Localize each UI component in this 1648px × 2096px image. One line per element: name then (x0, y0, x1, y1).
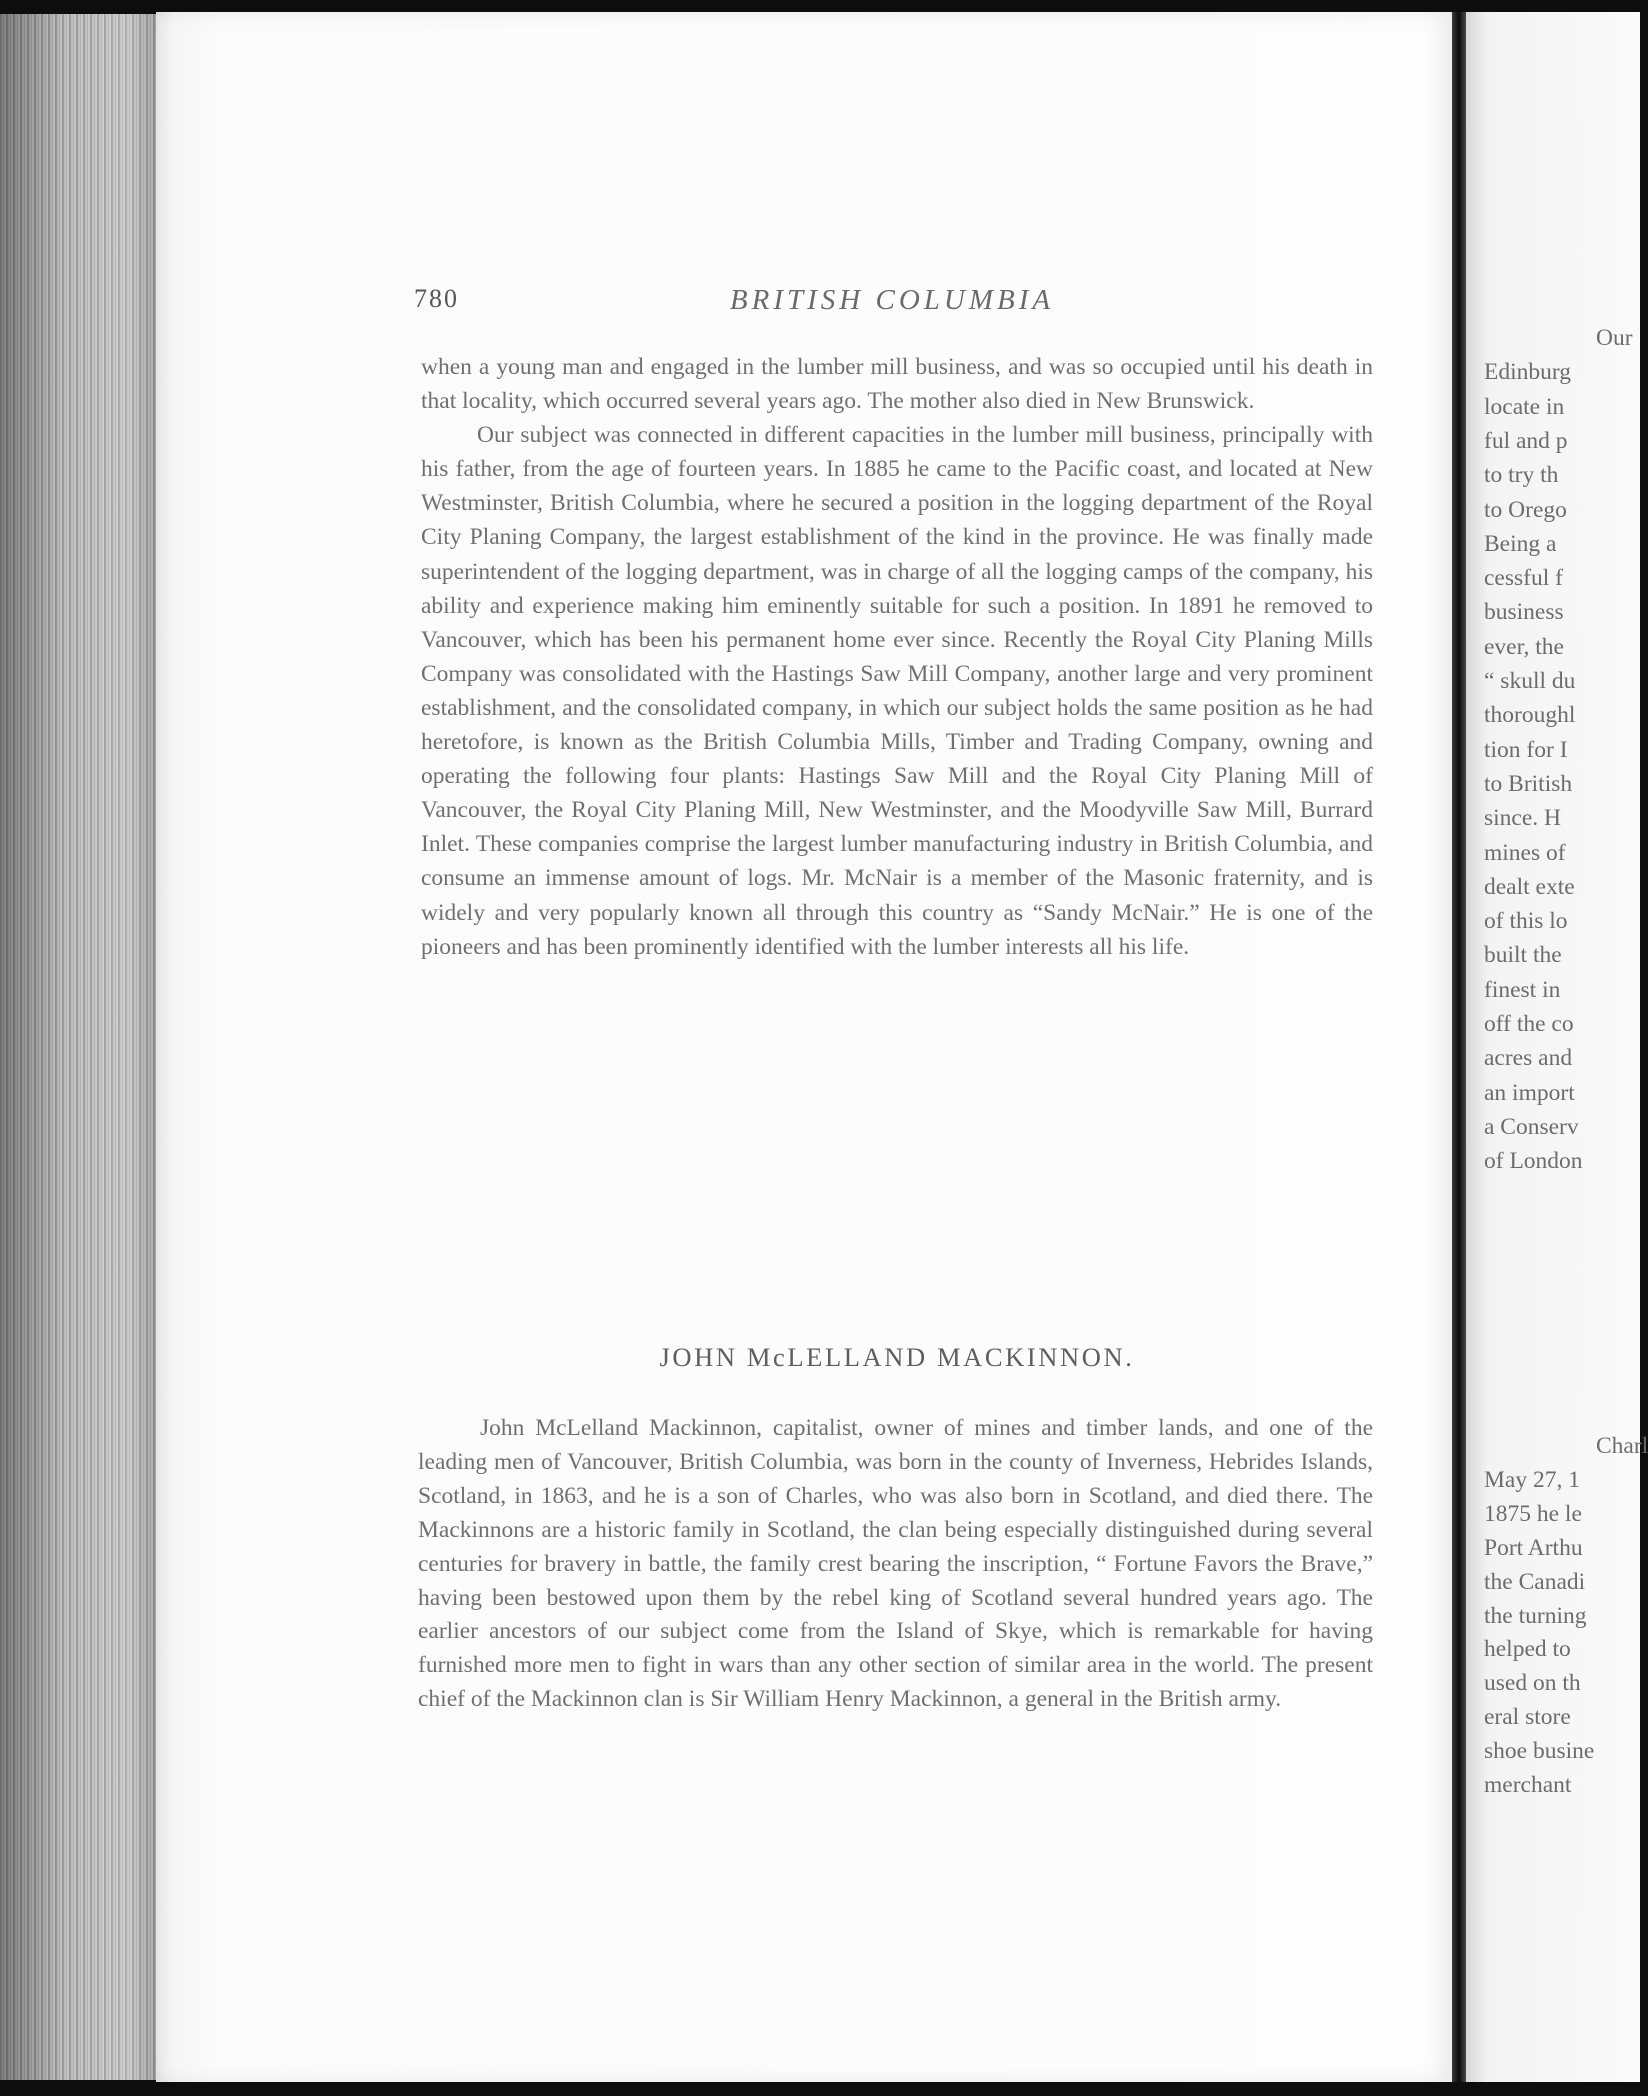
facing-page-line: Port Arthu (1484, 1534, 1583, 1561)
section-heading: JOHN McLELLAND MACKINNON. (659, 1342, 1135, 1372)
facing-page-line: built the (1484, 942, 1562, 969)
facing-page-line: tion for I (1484, 736, 1568, 763)
page-number: 780 (414, 284, 459, 313)
facing-page-line: helped to (1484, 1636, 1571, 1663)
facing-page-line: locate in (1484, 393, 1565, 420)
running-head (414, 284, 1370, 324)
facing-page-line: business (1484, 599, 1564, 626)
body-text (421, 350, 1373, 964)
facing-page-line: to Orego (1484, 496, 1567, 523)
facing-page-line: off the co (1484, 1011, 1574, 1037)
facing-page-line: the Canadi (1484, 1568, 1586, 1595)
facing-page-line: ever, the (1484, 633, 1564, 660)
facing-page-line: to try th (1484, 462, 1559, 489)
facing-page-line: used on th (1484, 1670, 1581, 1697)
page-edges-shading (0, 14, 160, 2080)
facing-page-line: mines of (1484, 839, 1566, 866)
facing-page-line: finest in (1484, 976, 1561, 1003)
facing-page-line: Edinburg (1484, 359, 1572, 386)
facing-page-line: Charl (1596, 1433, 1648, 1459)
paragraph-continuation: when a young man and engaged in the lumber mill business, and was so occupied until his death in that locality, which occurred several years ago. The mother also died in New Brunswick. (421, 354, 1373, 415)
facing-page-line: 1875 he le (1484, 1500, 1582, 1527)
book-gutter (1452, 12, 1466, 2082)
facing-page-line: acres and (1484, 1045, 1573, 1072)
facing-page-line: of this lo (1484, 908, 1568, 935)
facing-page-line: an import (1484, 1079, 1575, 1106)
facing-page-line: Our (1596, 325, 1633, 351)
facing-page-line: dealt exte (1484, 873, 1575, 900)
facing-page-line: cessful f (1484, 565, 1563, 592)
facing-page-line: to British (1484, 770, 1573, 797)
facing-page-line: thoroughl (1484, 702, 1576, 729)
facing-page-line: Being a (1484, 530, 1557, 557)
facing-page-line: merchant (1484, 1772, 1572, 1798)
running-title: BRITISH COLUMBIA (729, 284, 1055, 316)
paragraph-mcnair-career: Our subject was connected in different capacities in the lumber mill business, principally with his father, from the age of fourteen years. In 1885 he came to the Pacific coast, and located at New Westminster, British Columbia, where he secured a position in the logging department of the Royal City Planing Company, the largest establishment of the kind in the province. He was finally made superintendent of the logging department, was in charge of all the logging camps of the company, his ability and experience making him eminently suitable for such a position. In 1891 he removed to Vancouver, which has been his permanent home ever since. Recently the Royal City Planing Mills Company was consolidated with the Hastings Saw Mill Company, another large and very prominent establishment, and the consolidated company, in which our subject holds the same position as he had heretofore, is known as the British Columbia Mills, Timber and Trading Company, owning and operating the following four plants: Hastings Saw Mill and the Royal City Planing Mill of Vancouver, the Royal City Planing Mill, New Westminster, and the Moodyville Saw Mill, Burrard Inlet. These companies comprise the largest lumber manufacturing industry in British Columbia, and consume an immense amount of logs. Mr. McNair is a member of the Masonic fraternity, and is widely and very popularly known all through this country as “Sandy McNair.” He is one of the pioneers and has been prominently identified with the lumber interests all his life. (421, 422, 1373, 960)
facing-page-line: the turning (1484, 1602, 1587, 1629)
facing-page-line: of London (1484, 1148, 1583, 1175)
facing-page-line: May 27, 1 (1484, 1466, 1580, 1493)
facing-page-line: ful and p (1484, 427, 1568, 454)
facing-page-line: a Conserv (1484, 1113, 1579, 1140)
facing-page-text (1484, 0, 1648, 2070)
section-text (418, 1412, 1373, 1717)
facing-page-line: eral store (1484, 1704, 1571, 1731)
paragraph-mackinnon-bio: John McLelland Mackinnon, capitalist, owner of mines and timber lands, and one of the leading men of Vancouver, British Columbia, was born in the county of Inverness, Hebrides Islands, Scotland, in 1863, and he is a son of Charles, who was also born in Scotland, and died there. The Mackinnons are a historic family in Scotland, the clan being especially distinguished during several centuries for bravery in battle, the family crest bearing the inscription, “ Fortune Favors the Brave,” having been bestowed upon them by the rebel king of Scotland several hundred years ago. The earlier ancestors of our subject come from the Island of Skye, which is remarkable for having furnished more men to fight in wars than any other section of similar area in the world. The present chief of the Mackinnon clan is Sir William Henry Mackinnon, a general in the British army. (418, 1415, 1373, 1713)
facing-page-line: since. H (1484, 805, 1562, 832)
facing-page-line: shoe busine (1484, 1738, 1595, 1765)
facing-page-line: “ skull du (1484, 668, 1576, 694)
